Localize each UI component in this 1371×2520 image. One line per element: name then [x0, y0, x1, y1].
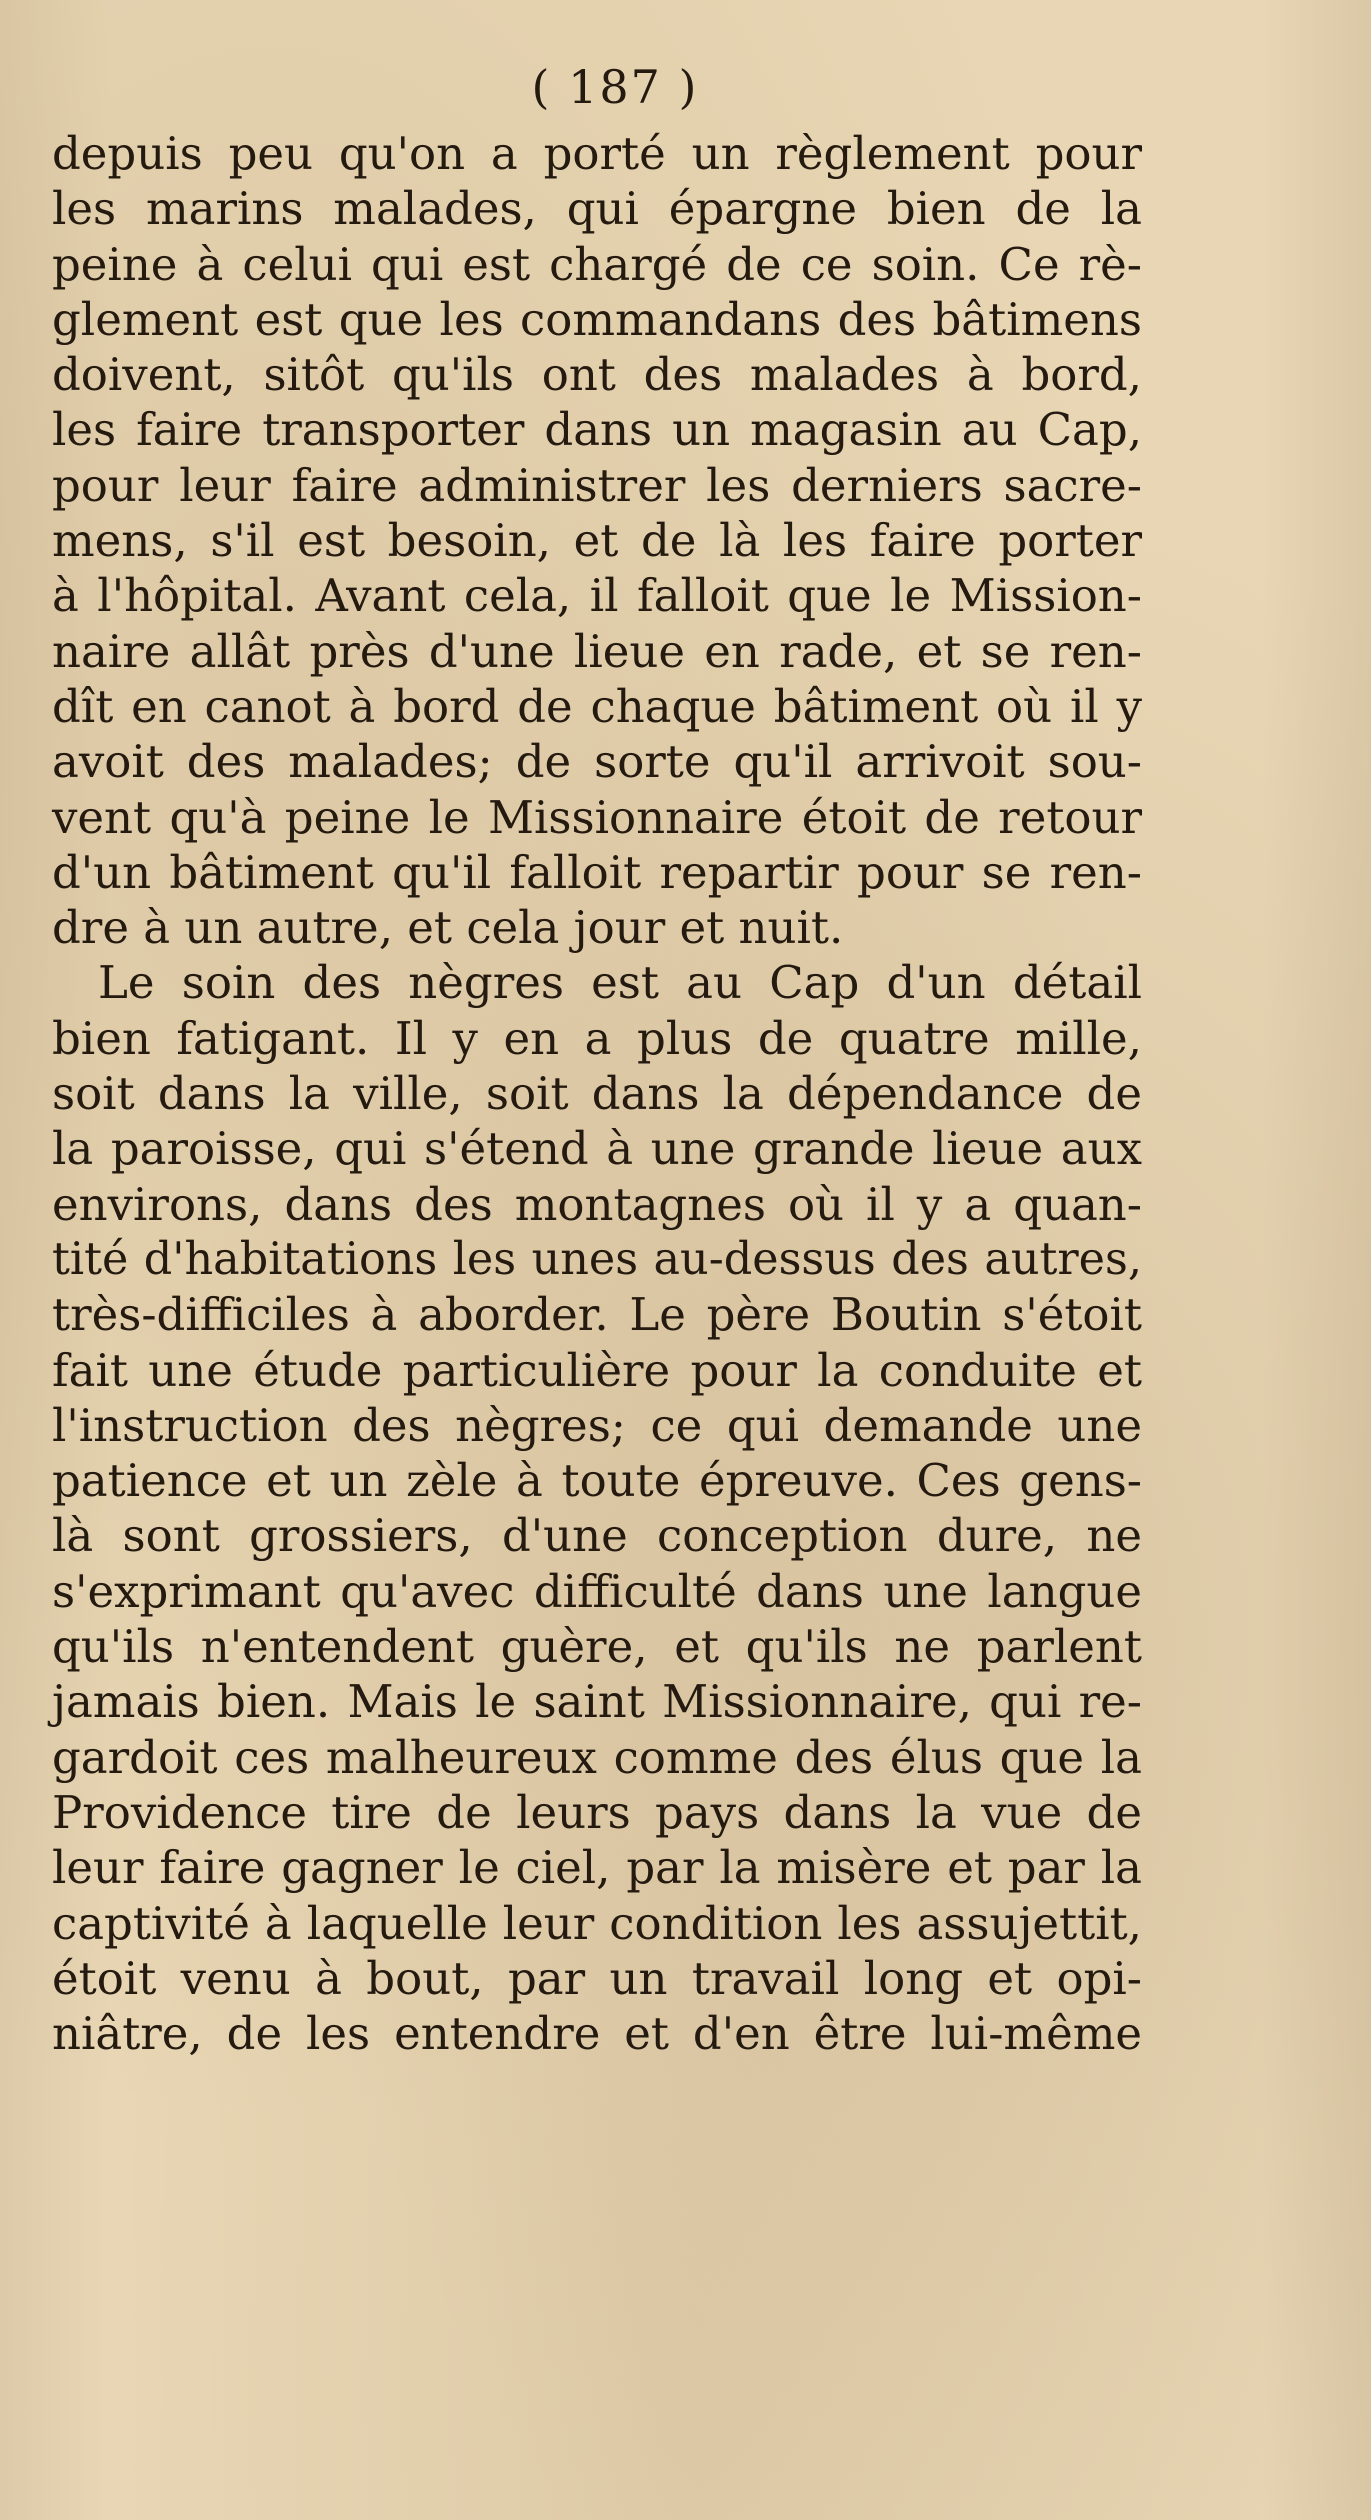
text-line: patience et un zèle à toute épreuve. Ces gens- [52, 1454, 1142, 1508]
text-line: niâtre, de les entendre et d'en être lui-même [52, 2007, 1142, 2061]
text-line: à l'hôpital. Avant cela, il falloit que le Mission- [52, 569, 1142, 623]
text-line: doivent, sitôt qu'ils ont des malades à bord, [52, 348, 1142, 402]
text-line: jamais bien. Mais le saint Missionnaire, qui re- [52, 1675, 1142, 1729]
paragraph-start-line: Le soin des nègres est au Cap d'un détail [98, 956, 1142, 1010]
paragraph-end-line: dre à un autre, et cela jour et nuit. [52, 901, 844, 955]
text-line: les marins malades, qui épargne bien de la [52, 182, 1142, 236]
text-line: naire allât près d'une lieue en rade, et se ren- [52, 624, 1142, 678]
text-line: pour leur faire administrer les derniers sacre- [52, 458, 1142, 512]
text-line: d'un bâtiment qu'il falloit repartir pour se ren- [52, 845, 1142, 899]
text-line: captivité à laquelle leur condition les assujettit, [52, 1896, 1142, 1950]
text-line: environs, dans des montagnes où il y a quan- [52, 1177, 1142, 1231]
text-line: gardoit ces malheureux comme des élus que la [52, 1730, 1142, 1784]
text-line: avoit des malades; de sorte qu'il arrivoit sou- [52, 735, 1142, 789]
text-line: fait une étude particulière pour la conduite et [52, 1343, 1142, 1397]
text-line: tité d'habitations les unes au-dessus des autres, [52, 1233, 1142, 1285]
body-text [52, 126, 1142, 2061]
text-line: mens, s'il est besoin, et de là les faire porter [52, 514, 1142, 568]
text-line: bien fatigant. Il y en a plus de quatre mille, [52, 1011, 1142, 1065]
text-line: vent qu'à peine le Missionnaire étoit de retour [52, 790, 1142, 844]
page-number: ( 187 ) [531, 60, 699, 114]
text-line: l'instruction des nègres; ce qui demande une [52, 1398, 1142, 1452]
text-line: qu'ils n'entendent guère, et qu'ils ne parlent [52, 1620, 1142, 1674]
text-line: très-difficiles à aborder. Le père Boutin s'étoit [52, 1288, 1142, 1342]
text-line: soit dans la ville, soit dans la dépendance de [52, 1067, 1142, 1121]
text-line: depuis peu qu'on a porté un règlement pour [52, 127, 1142, 180]
text-line: les faire transporter dans un magasin au Cap, [52, 403, 1142, 457]
text-line: Providence tire de leurs pays dans la vue de [52, 1785, 1142, 1839]
text-line: la paroisse, qui s'étend à une grande lieue aux [52, 1122, 1142, 1176]
text-line: dît en canot à bord de chaque bâtiment où il y [52, 679, 1142, 733]
text-line: peine à celui qui est chargé de ce soin. Ce rè- [52, 237, 1142, 291]
text-line: étoit venu à bout, par un travail long et opi- [52, 1951, 1142, 2005]
text-line: là sont grossiers, d'une conception dure, ne [52, 1509, 1142, 1563]
text-line: leur faire gagner le ciel, par la misère et par la [52, 1841, 1142, 1895]
text-line: s'exprimant qu'avec difficulté dans une langue [52, 1564, 1142, 1618]
text-line: glement est que les commandans des bâtimens [52, 292, 1142, 346]
